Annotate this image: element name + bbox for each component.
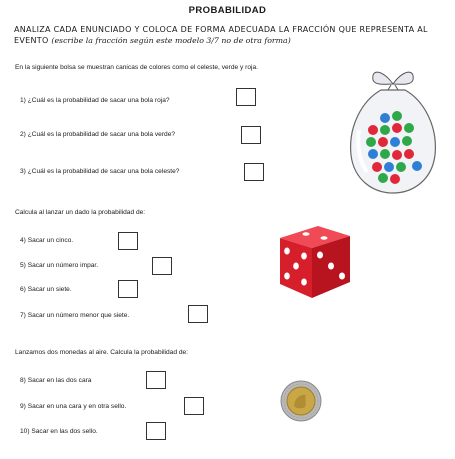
section-intro-die: Calcula al lanzar un dado la probabilidad de: <box>15 209 146 216</box>
answer-box-2[interactable] <box>241 126 261 144</box>
question-6: 6) Sacar un siete. <box>20 286 72 293</box>
instruction-main: ANALIZA CADA ENUNCIADO Y COLOCA DE FORMA ADECUADA LA FRACCIÓN QUE REPRESENTA AL EVENTO <box>14 25 428 45</box>
die-icon <box>270 222 354 300</box>
answer-box-5[interactable] <box>152 257 172 275</box>
instruction-note: (escribe la fracción según este modelo 3/7 no de otra forma) <box>51 36 291 45</box>
answer-box-4[interactable] <box>118 232 138 250</box>
coin-icon <box>280 380 322 422</box>
question-1: 1) ¿Cuál es la probabilidad de sacar una bola roja? <box>20 97 170 104</box>
answer-box-3[interactable] <box>244 163 264 181</box>
question-5: 5) Sacar un número impar. <box>20 262 99 269</box>
question-4: 4) Sacar un cinco. <box>20 237 74 244</box>
instruction-text <box>14 24 444 46</box>
question-9: 9) Sacar en una cara y en otra sello. <box>20 403 127 410</box>
answer-box-8[interactable] <box>146 371 166 389</box>
question-7: 7) Sacar un número menor que siete. <box>20 312 130 319</box>
answer-box-6[interactable] <box>118 280 138 298</box>
page-title: PROBABILIDAD <box>188 5 267 16</box>
section-intro-coins: Lanzamos dos monedas al aire. Calcula la probabilidad de: <box>15 349 189 356</box>
answer-box-7[interactable] <box>188 305 208 323</box>
answer-box-10[interactable] <box>146 422 166 440</box>
answer-box-1[interactable] <box>236 88 256 106</box>
answer-box-9[interactable] <box>184 397 204 415</box>
question-8: 8) Sacar en las dos cara <box>20 377 92 384</box>
question-2: 2) ¿Cuál es la probabilidad de sacar una bola verde? <box>20 131 176 138</box>
marble-bag-icon <box>343 60 443 196</box>
question-3: 3) ¿Cuál es la probabilidad de sacar una bola celeste? <box>20 168 180 175</box>
section-intro-marbles: En la siguiente bolsa se muestran canicas de colores como el celeste, verde y roja. <box>15 64 258 71</box>
question-10: 10) Sacar en las dos sello. <box>20 428 98 435</box>
